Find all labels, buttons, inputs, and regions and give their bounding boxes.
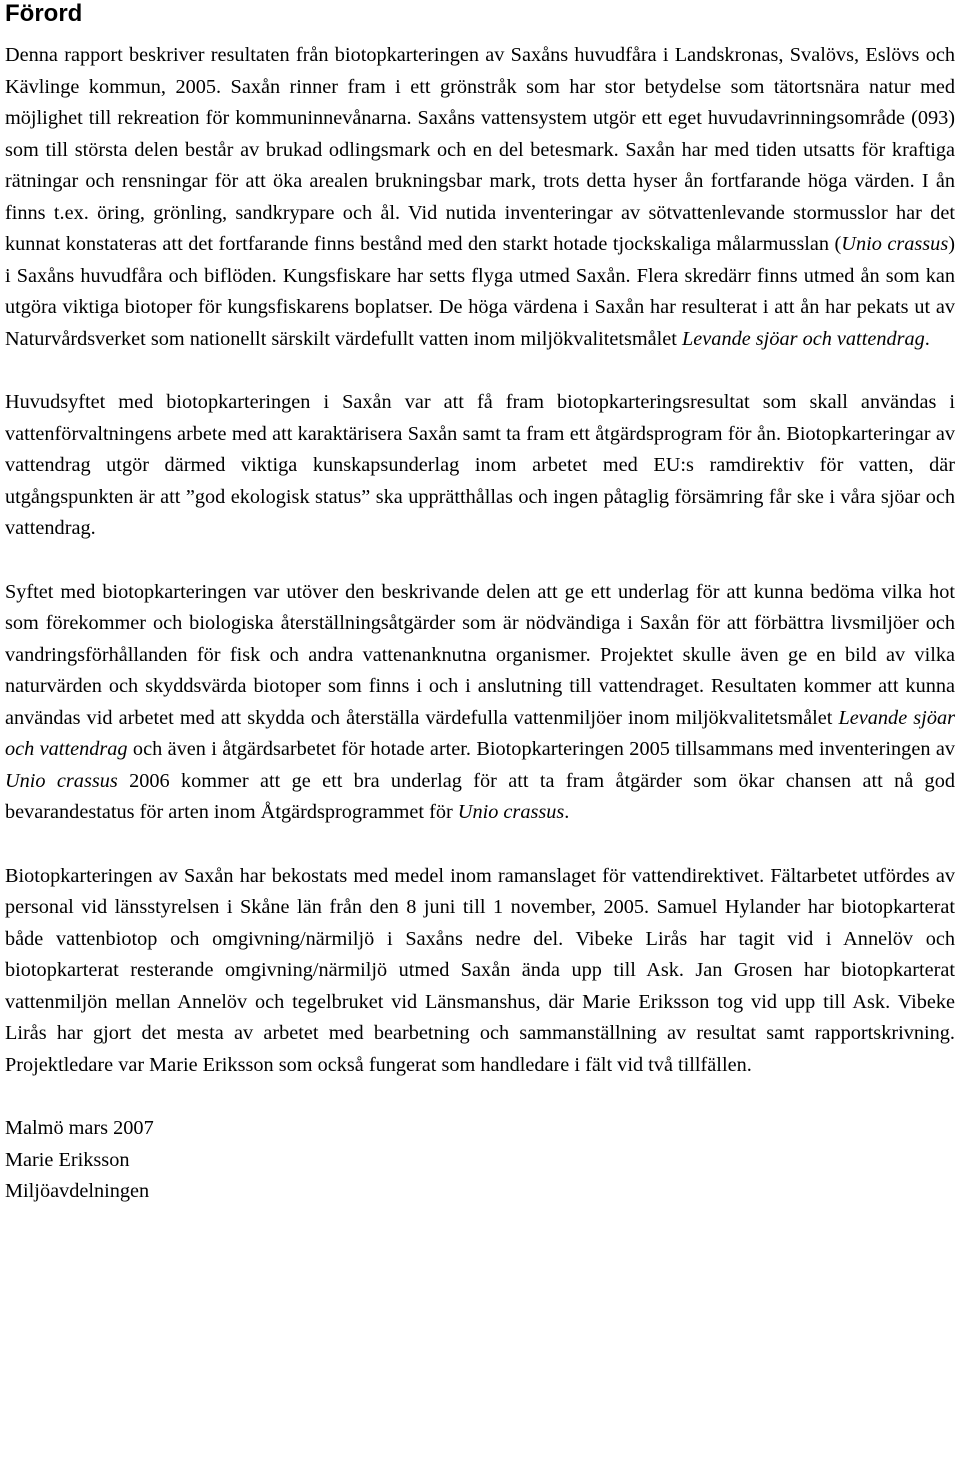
paragraph-intro-text-e: . <box>924 327 930 350</box>
paragraph-aim-text-a: Syftet med biotopkarteringen var utöver den beskrivande delen att ge ett underlag för att kunna bedöma vilka hot som förekommer och biologiska återställningsåtgärder som är nödvändiga i Saxån för att förbättra livsmiljöer och vandringsförhållanden för fisk och andra vattenanknutna organismer. Projektet skulle även ge en bild av vilka naturvärden och skyddsvärda biotoper som finns i och i anslutning till vattendraget. Resultaten kommer att kunna användas vid arbetet med att skydda och återställa värdefulla vattenmiljöer inom miljökvalitetsmålet <box>5 580 955 729</box>
paragraph-aim-text-e: 2006 kommer att ge ett bra underlag för att ta fram åtgärder som ökar chansen att nå god bevarandestatus för arten inom Åtgärdsprogrammet för <box>5 769 955 823</box>
environmental-goal-italic: Levande sjöar och vattendrag <box>5 706 955 760</box>
species-name-italic: Unio crassus <box>5 769 118 792</box>
paragraph-aim-text-g: . <box>564 801 570 823</box>
signature-name: Marie Eriksson <box>5 1148 130 1171</box>
paragraph-intro-text-c: ) i Saxåns huvudfåra och biflöden. Kungsfiskare har setts flyga utmed Saxån. Flera skredärr finns utmed ån som kan utgöra viktiga biotoper för kungsfiskarens boplatser. De höga värdena i Saxån har resulterat i att ån har pekats ut av Naturvårdsverket som nationellt särskilt värdefullt vatten inom miljökvalitetsmålet <box>5 233 955 350</box>
environmental-goal-italic: Levande sjöar och vattendrag <box>682 327 925 350</box>
signature-department: Miljöavdelningen <box>5 1180 150 1202</box>
species-name-italic: Unio crassus <box>457 801 565 823</box>
paragraph-aim-text-c: och även i åtgärdsarbetet för hotade arter. Biotopkarteringen 2005 tillsammans med inventeringen av <box>127 738 955 760</box>
signature-block <box>5 1113 955 1208</box>
page-title: Förord <box>5 0 83 27</box>
paragraph-intro-text-a: Denna rapport beskriver resultaten från biotopkarteringen av Saxåns huvudfåra i Landskronas, Svalövs, Eslövs och Kävlinge kommun, 2005. Saxån rinner fram i ett grönstråk som har stor betydelse som tätortsnära natur med möjlighet till rekreation för kommuninnevånarna. Saxåns vattensystem utgör ett eget huvudavrinningsområde (093) som till största delen består av brukad odlingsmark och en del betesmark. Saxån har med tiden utsatts för kraftiga rätningar och rensningar för att öka arealen brukningsbar mark, trots detta hyser ån fortfarande höga värden. I ån finns t.ex. öring, grönling, sandkrypare och ål. Vid nutida inventeringar av sötvattenlevande stormusslor har det kunnat konstateras att det fortfarande finns bestånd med den starkt hotade tjockskaliga målarmusslan ( <box>5 44 955 255</box>
paragraph-intro <box>5 40 955 355</box>
species-name-italic: Unio crassus <box>841 233 949 255</box>
document-page <box>5 0 955 1208</box>
paragraph-purpose: Huvudsyftet med biotopkarteringen i Saxån var att få fram biotopkarteringsresultat som skall användas i vattenförvaltningens arbete med att karaktärisera Saxån samt ta fram ett åtgärdsprogram för ån. Biotopkarteringar av vattendrag utgör därmed viktiga kunskapsunderlag inom arbetet med EU:s ramdirektiv för vatten, där utgångspunkten är att ”god ekologisk status” ska upprätthållas och ingen påtaglig försämring får ske i våra sjöar och vattendrag. <box>5 391 955 539</box>
paragraph-funding: Biotopkarteringen av Saxån har bekostats med medel inom ramanslaget för vattendirektivet. Fältarbetet utfördes av personal vid länsstyrelsen i Skåne län från den 8 juni till 1 november, 2005. Samuel Hylander har biotopkarterat både vattenbiotop och omgivning/närmiljö i Saxåns nedre del. Vibeke Lirås har tagit vid i Annelöv och biotopkarterat resterande omgivning/närmiljö utmed Saxån ända upp till Ask. Jan Grosen har biotopkarterat vattenmiljön mellan Annelöv och tegelbruket vid Länsmanshus, där Marie Eriksson tog vid upp till Ask. Vibeke Lirås har gjort det mesta av arbetet med bearbetning och sammanställning av resultat samt rapportskrivning. Projektledare var Marie Eriksson som också fungerat som handledare i fält vid två tillfällen. <box>5 864 955 1076</box>
paragraph-aim <box>5 577 955 829</box>
signature-place-date: Malmö mars 2007 <box>5 1117 154 1139</box>
